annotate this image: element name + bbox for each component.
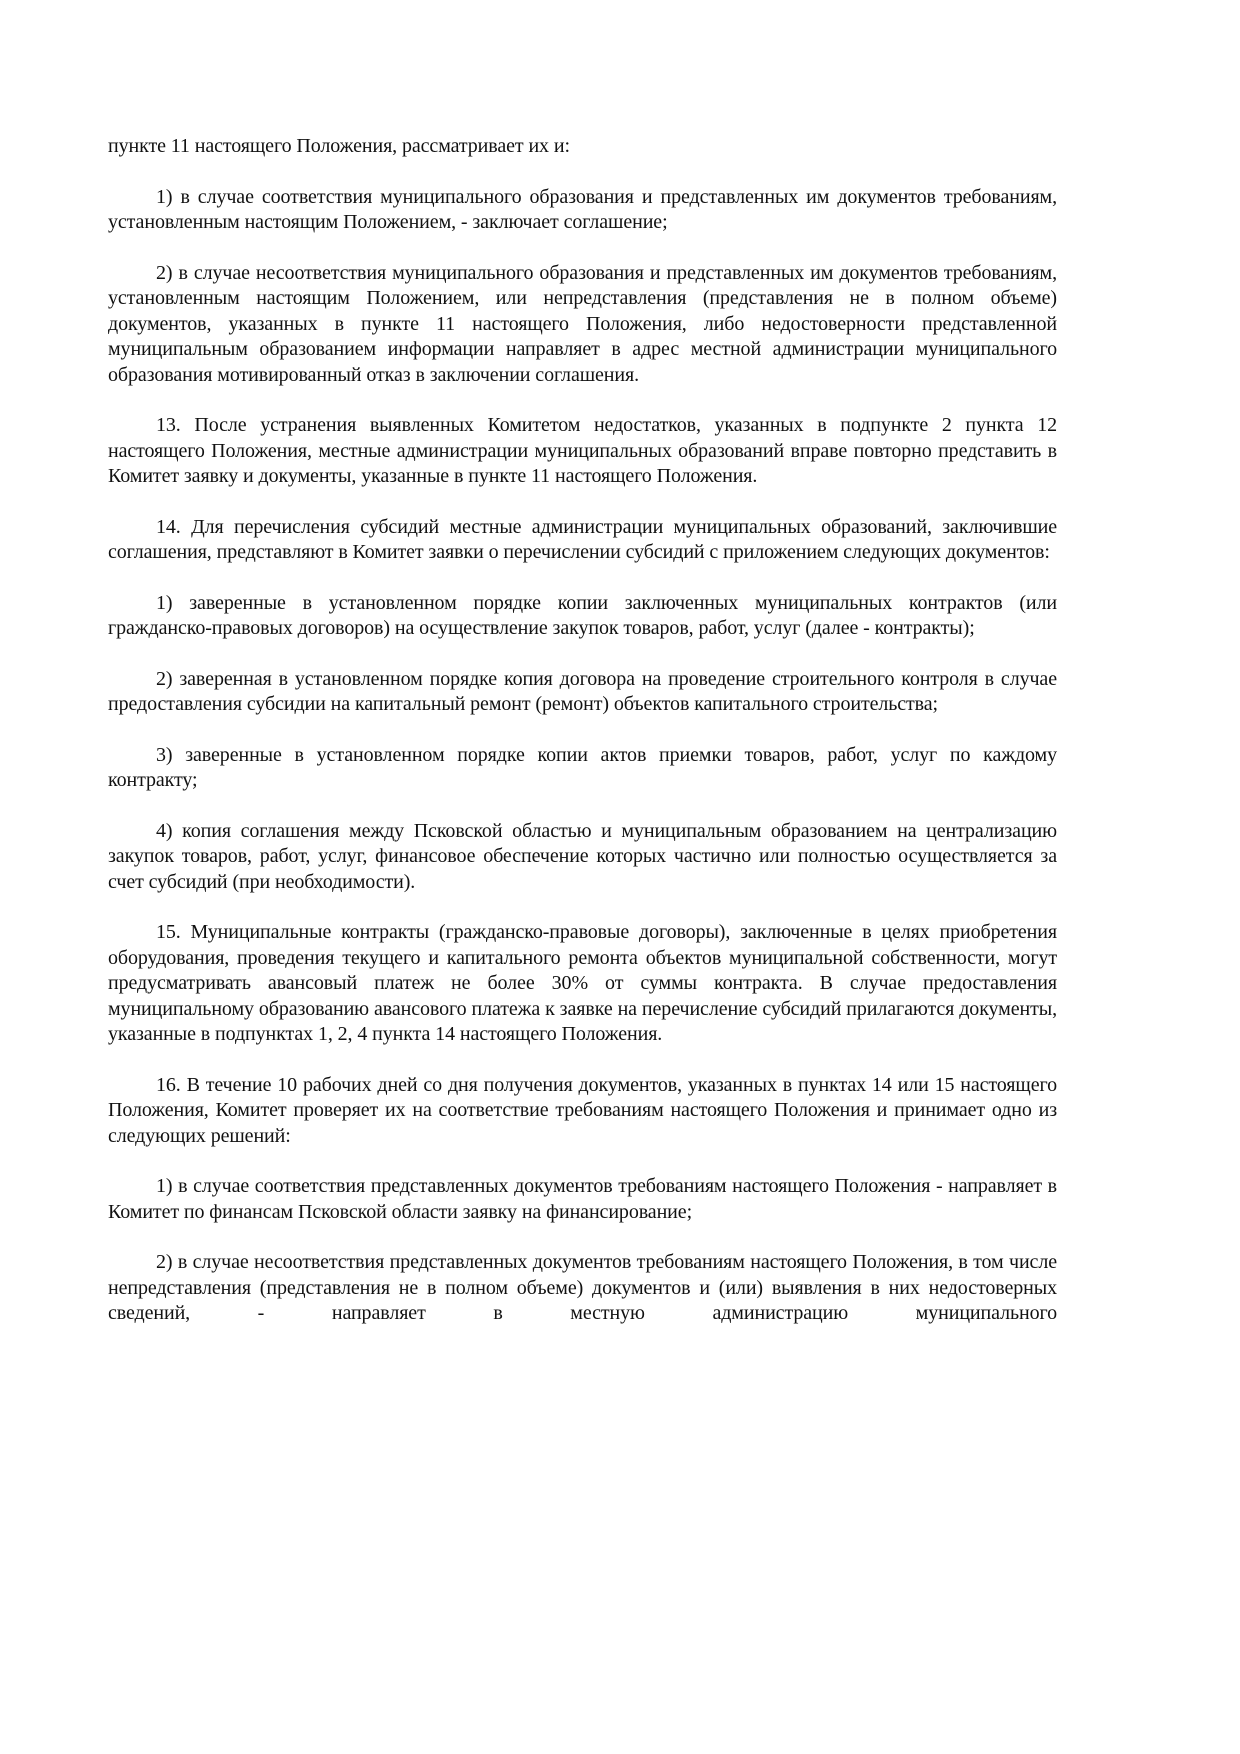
paragraph-12-continuation: пункте 11 настоящего Положения, рассматривает их и: (108, 135, 570, 157)
paragraph-15: 15. Муниципальные контракты (гражданско-правовые договоры), заключенные в целях приобретения оборудования, проведения текущего и капитального ремонта объектов муниципальной собственности, могут предусматривать авансовый платеж не более 30% от суммы контракта. В случае предоставления муниципальному образованию авансового платежа к заявке на перечисление субсидий прилагаются документы, указанные в подпунктах 1, 2, 4 пункта 14 настоящего Положения. (108, 921, 1057, 1045)
paragraph-16-subitem-2: 2) в случае несоответствия представленных документов требованиям настоящего Положения, в том числе непредставления (представления не в полном объеме) документов и (или) выявления в них недостоверных сведений, - направляет в местную администрацию муниципального (108, 1251, 1057, 1324)
document-page (108, 134, 1057, 1352)
paragraph-14-subitem-3: 3) заверенные в установленном порядке копии актов приемки товаров, работ, услуг по каждому контракту; (108, 743, 1057, 791)
paragraph-13: 13. После устранения выявленных Комитетом недостатков, указанных в подпункте 2 пункта 12 настоящего Положения, местные администрации муниципальных образований вправе повторно представить в Комитет заявку и документы, указанные в пункте 11 настоящего Положения. (108, 414, 1057, 487)
paragraph-12-subitem-1: 1) в случае соответствия муниципального образования и представленных им документов требованиям, установленным настоящим Положением, - заключает соглашение; (108, 185, 1057, 233)
paragraph-14-subitem-2: 2) заверенная в установленном порядке копия договора на проведение строительного контроля в случае предоставления субсидии на капитальный ремонт (ремонт) объектов капитального строительства; (108, 667, 1057, 715)
paragraph-14-subitem-1: 1) заверенные в установленном порядке копии заключенных муниципальных контрактов (или гражданско-правовых договоров) на осуществление закупок товаров, работ, услуг (далее - контракты); (108, 591, 1057, 639)
paragraph-16-subitem-1: 1) в случае соответствия представленных документов требованиям настоящего Положения - направляет в Комитет по финансам Псковской области заявку на финансирование; (108, 1175, 1057, 1223)
paragraph-14-subitem-4: 4) копия соглашения между Псковской областью и муниципальным образованием на централизацию закупок товаров, работ, услуг, финансовое обеспечение которых частично или полностью осуществляется за счет субсидий (при необходимости). (108, 819, 1057, 893)
paragraph-16: 16. В течение 10 рабочих дней со дня получения документов, указанных в пунктах 14 или 15 настоящего Положения, Комитет проверяет их на соответствие требованиям настоящего Положения и принимает одно из следующих решений: (108, 1073, 1057, 1147)
paragraph-14: 14. Для перечисления субсидий местные администрации муниципальных образований, заключившие соглашения, представляют в Комитет заявки о перечислении субсидий с приложением следующих документов: (108, 515, 1057, 563)
paragraph-12-subitem-2: 2) в случае несоответствия муниципального образования и представленных им документов требованиям, установленным настоящим Положением, или непредставления (представления не в полном объеме) документов, указанных в пункте 11 настоящего Положения, либо недостоверности представленной муниципальным образованием информации направляет в адрес местной администрации муниципального образования мотивированный отказ в заключении соглашения. (108, 261, 1057, 386)
